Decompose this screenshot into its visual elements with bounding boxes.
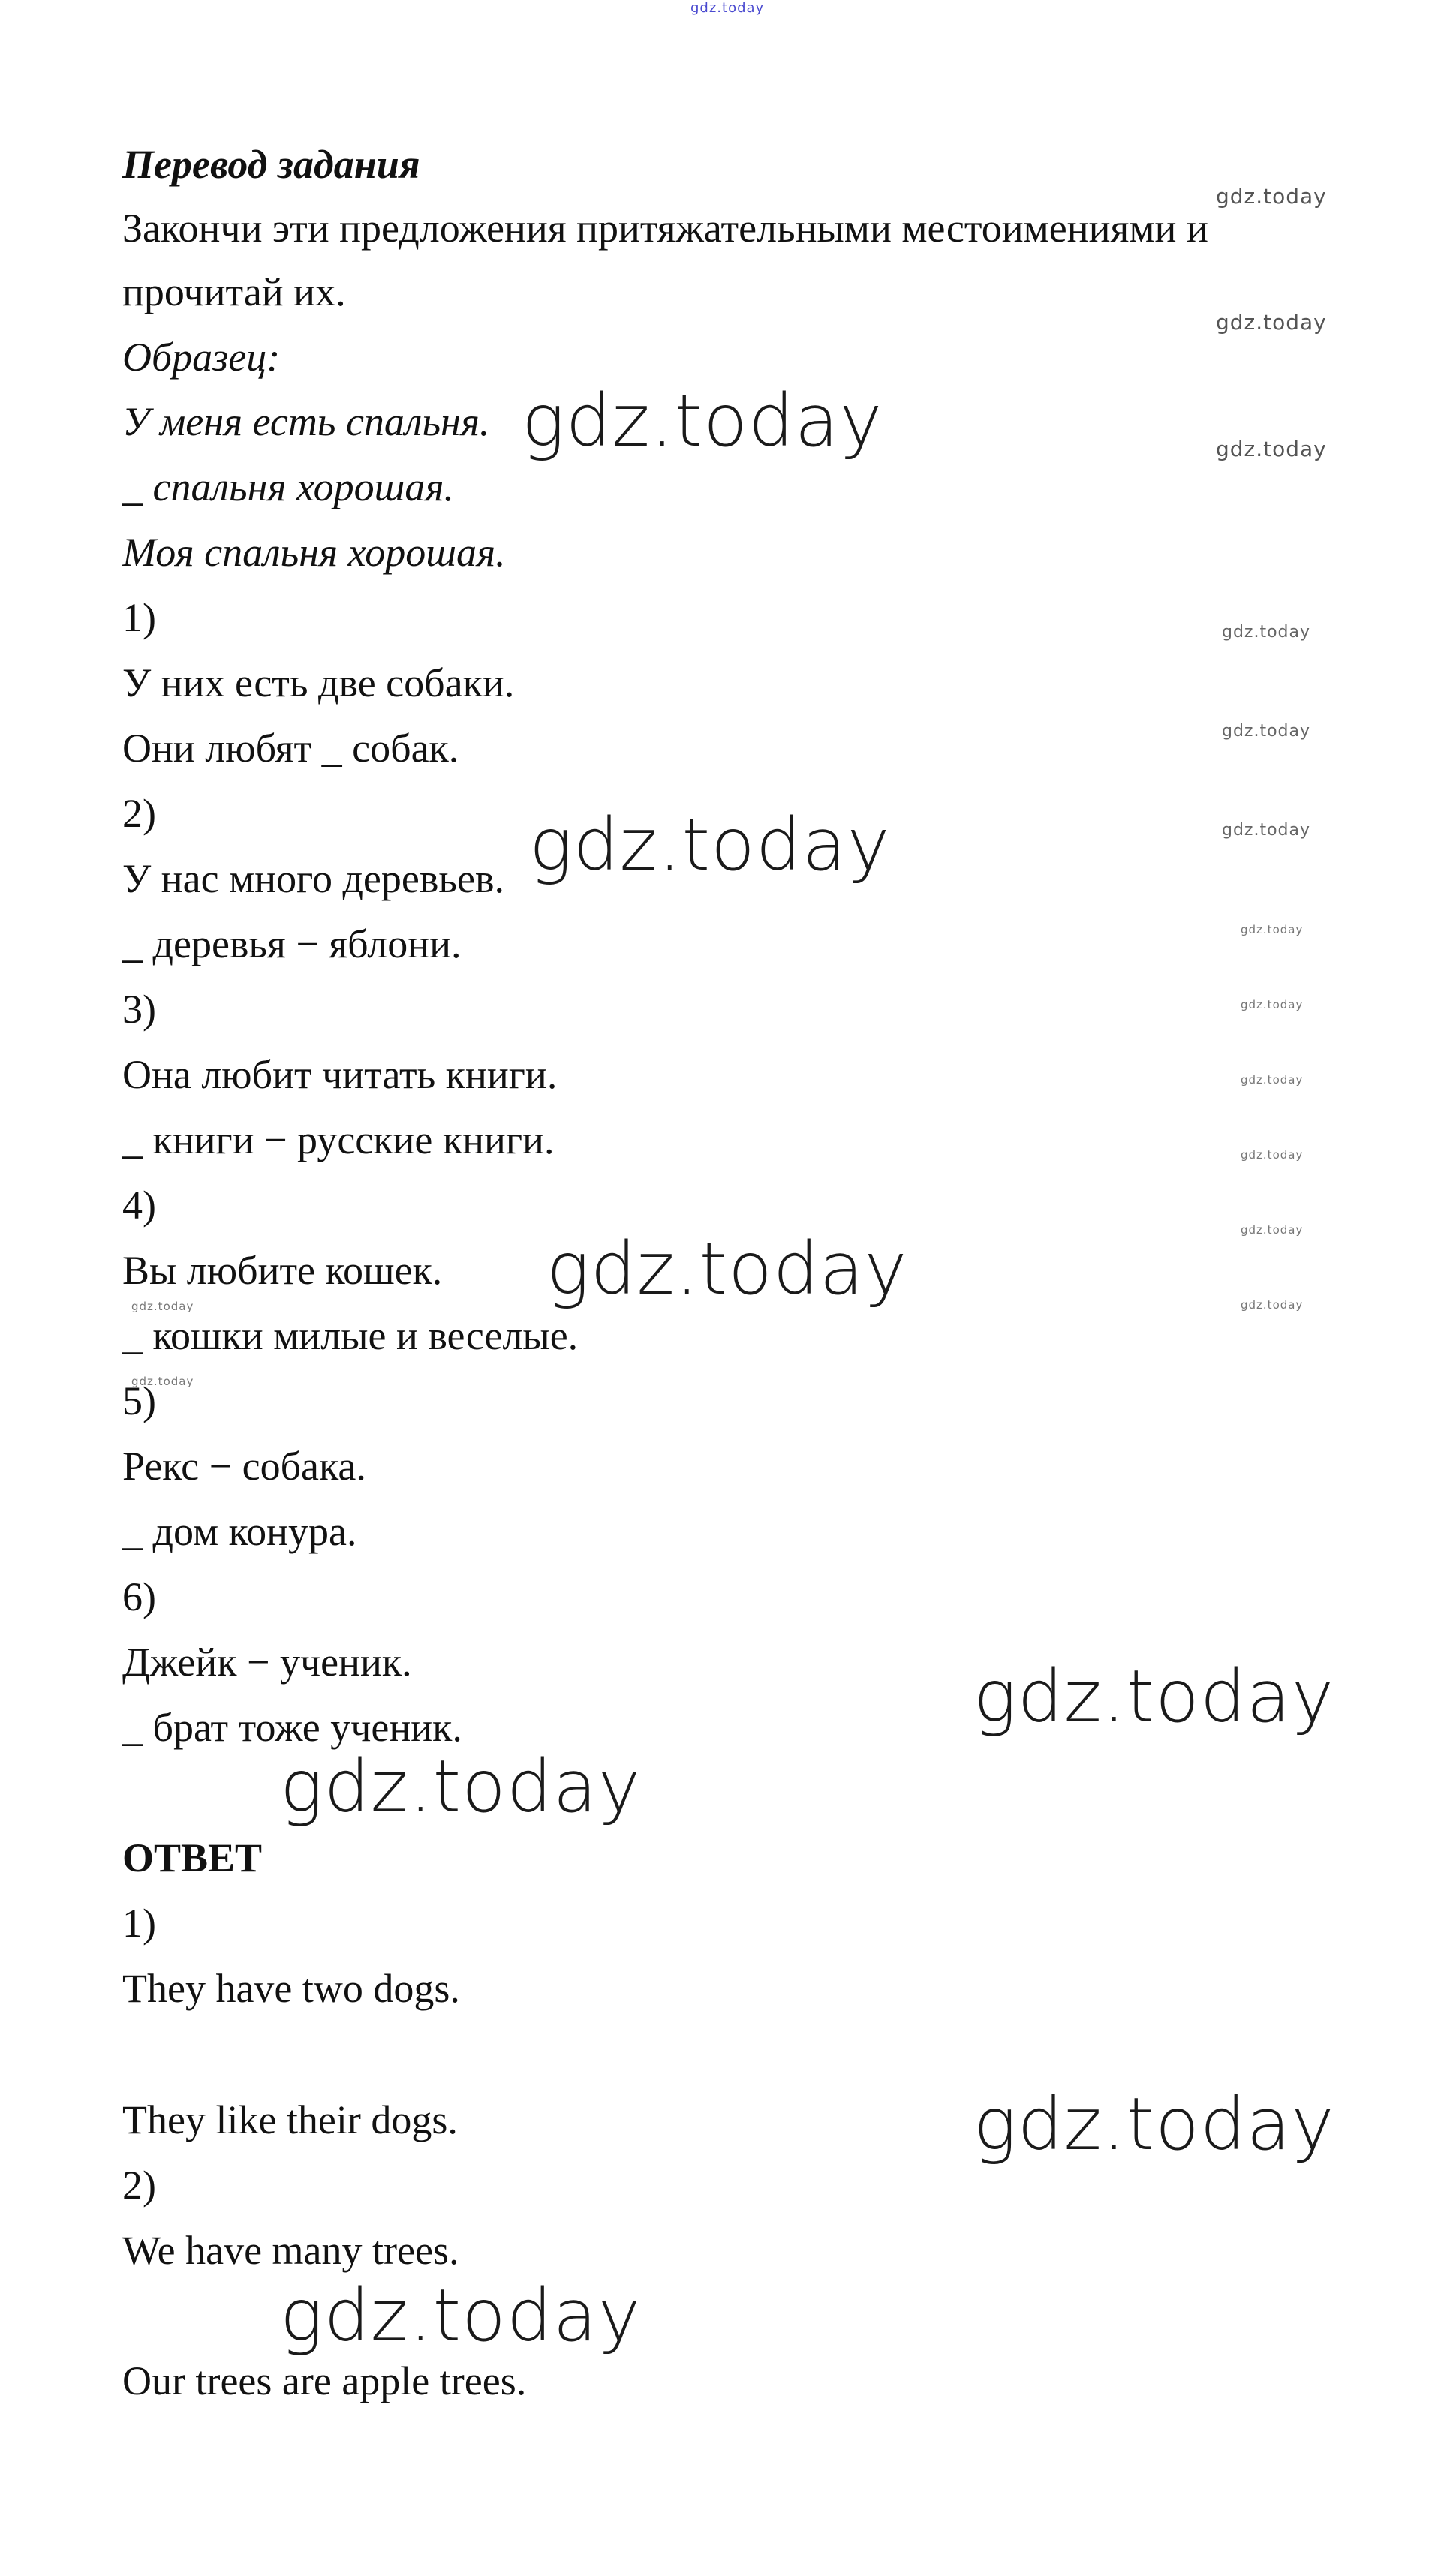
task-instruction-line1: Закончи эти предложения притяжательными местоимениями и bbox=[122, 206, 1208, 251]
task-instruction-line2: прочитай их. bbox=[122, 269, 346, 314]
watermark-small: gdz.today bbox=[1241, 1298, 1304, 1312]
watermark-large: gdz.today bbox=[529, 803, 891, 887]
watermark-large: gdz.today bbox=[546, 1227, 908, 1311]
answer-item-1-line1: They have two dogs. bbox=[122, 1966, 460, 2011]
answer-item-1-number: 1) bbox=[122, 1901, 156, 1946]
task-item-2-line1: У нас много деревьев. bbox=[122, 856, 504, 901]
watermark-large: gdz.today bbox=[280, 2274, 642, 2358]
task-item-6-line2: _ брат тоже ученик. bbox=[122, 1705, 462, 1750]
example-label: Образец: bbox=[122, 335, 281, 380]
task-item-1-line2: Они любят _ собак. bbox=[122, 726, 459, 771]
watermark-large: gdz.today bbox=[280, 1745, 642, 1829]
task-item-1-number: 1) bbox=[122, 595, 156, 640]
task-item-3-line1: Она любит читать книги. bbox=[122, 1052, 558, 1097]
watermark-large: gdz.today bbox=[973, 2082, 1335, 2166]
task-item-3-line2: _ книги − русские книги. bbox=[122, 1117, 555, 1162]
example-sentence-2: _ спальня хорошая. bbox=[122, 464, 454, 509]
watermark-small: gdz.today bbox=[131, 1300, 194, 1313]
watermark-large: gdz.today bbox=[522, 379, 883, 463]
answer-item-2-line2: Our trees are apple trees. bbox=[122, 2358, 527, 2403]
task-item-5-number: 5) bbox=[122, 1378, 156, 1423]
task-item-4-line1: Вы любите кошек. bbox=[122, 1248, 443, 1293]
task-item-3-number: 3) bbox=[122, 987, 156, 1032]
answer-item-2-line1: We have many trees. bbox=[122, 2228, 459, 2273]
example-answer: Моя спальня хорошая. bbox=[122, 530, 506, 575]
answer-item-1-line2: They like their dogs. bbox=[122, 2097, 458, 2142]
watermark-small: gdz.today bbox=[1216, 310, 1327, 335]
watermark-small: gdz.today bbox=[1216, 184, 1327, 209]
task-item-5-line2: _ дом конура. bbox=[122, 1509, 357, 1554]
answer-heading: ОТВЕТ bbox=[122, 1835, 263, 1880]
watermark-small: gdz.today bbox=[1241, 1073, 1304, 1087]
task-item-2-line2: _ деревья − яблони. bbox=[122, 921, 462, 966]
watermark-small: gdz.today bbox=[1241, 1148, 1304, 1162]
watermark-small: gdz.today bbox=[1222, 623, 1311, 642]
task-item-6-number: 6) bbox=[122, 1574, 156, 1619]
task-item-6-line1: Джейк − ученик. bbox=[122, 1640, 412, 1685]
watermark-small: gdz.today bbox=[1216, 437, 1327, 461]
task-item-4-line2: _ кошки милые и веселые. bbox=[122, 1313, 579, 1358]
watermark-small: gdz.today bbox=[1241, 923, 1304, 936]
watermark-top: gdz.today bbox=[690, 0, 765, 16]
watermark-small: gdz.today bbox=[1222, 821, 1311, 840]
task-item-2-number: 2) bbox=[122, 791, 156, 836]
task-item-5-line1: Рекс − собака. bbox=[122, 1444, 366, 1489]
watermark-small: gdz.today bbox=[1241, 1223, 1304, 1237]
task-heading: Перевод задания bbox=[122, 142, 420, 187]
watermark-small: gdz.today bbox=[131, 1375, 194, 1388]
watermark-large: gdz.today bbox=[973, 1655, 1335, 1739]
watermark-small: gdz.today bbox=[1222, 722, 1311, 741]
example-sentence-1: У меня есть спальня. bbox=[122, 399, 490, 444]
watermark-small: gdz.today bbox=[1241, 998, 1304, 1011]
answer-item-2-number: 2) bbox=[122, 2163, 156, 2208]
task-item-4-number: 4) bbox=[122, 1183, 156, 1228]
task-item-1-line1: У них есть две собаки. bbox=[122, 660, 515, 705]
